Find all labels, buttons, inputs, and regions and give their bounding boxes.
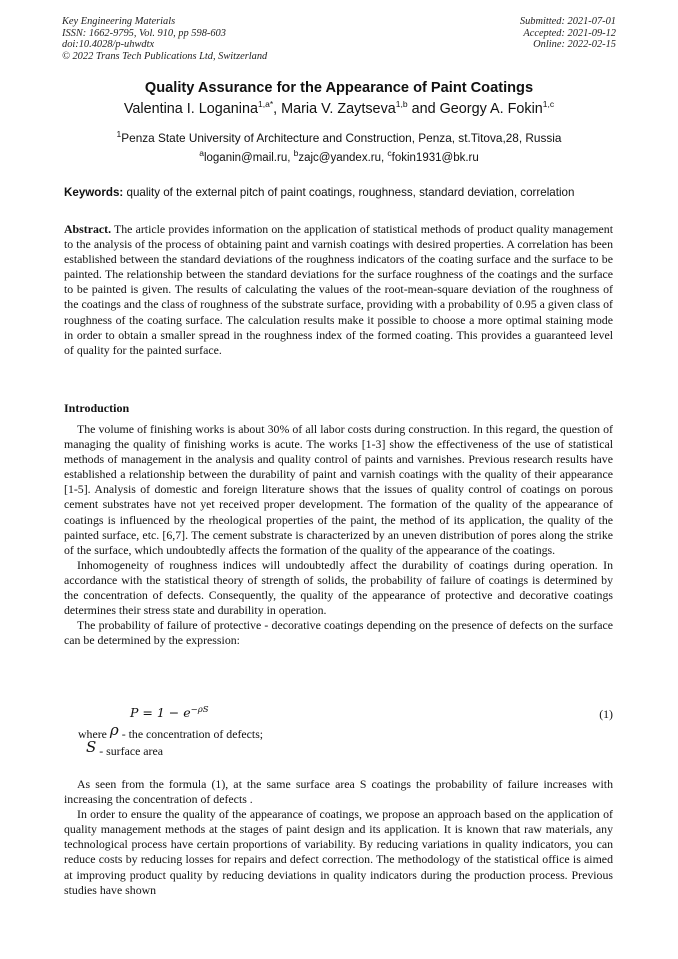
introduction-body bbox=[64, 422, 613, 648]
equation-where-s bbox=[86, 738, 164, 759]
journal-name: Key Engineering Materials bbox=[62, 16, 176, 27]
equation-1 bbox=[130, 705, 209, 720]
journal-info bbox=[62, 16, 267, 62]
paragraph: As seen from the formula (1), at the same surface area S coatings the probability of failure increases with increasing the concentration of defects . bbox=[64, 777, 613, 807]
paragraph: Inhomogeneity of roughness indices will undoubtedly affect the durability of coatings during operation. In accordance with the statistical theory of strength of solids, the probability of failure of coatings is determined by the concentration of defects. Consequently, the quality of the appearance of protective and decorative coatings determines their stress state and durability in operation. bbox=[64, 557, 613, 618]
journal-copyright: © 2022 Trans Tech Publications Ltd, Switzerland bbox=[62, 50, 268, 62]
equation-lhs: P = 1 − e bbox=[130, 705, 191, 720]
equation-where-rho bbox=[78, 721, 264, 742]
abstract-text: The article provides information on the application of statistical methods of product quality management to the analysis of the process of obtaining paint and varnish coatings with desired properties. A correlation has been established between the standard deviations of the roughness indicators of the coating surface and the surface to be painted. The relationship between the standard deviations for the surface roughness of the coatings and the surface to be painted is given. The results of calculating the values of the root-mean-square deviation of the roughness of the coatings and the class of roughness of the substrate surface, providing with a probability of 0.95 a given class of roughness of the coating surface. The calculation results make it possible to choose a more optimal staining mode in order to obtain a smaller spread in the roughness index of the formed coating. This provides a guaranteed level of quality for the painted surface. bbox=[64, 222, 613, 357]
keywords-label: Keywords: bbox=[64, 186, 124, 199]
author-list bbox=[30, 101, 648, 117]
submitted-date: Submitted: 2021-07-01 bbox=[519, 16, 616, 27]
paragraph: The probability of failure of protective - decorative coatings depending on the presence of defects on the surface can be determined by the expression: bbox=[64, 618, 613, 648]
rho-symbol: ρ bbox=[109, 721, 119, 739]
affiliation bbox=[30, 131, 648, 145]
author-separator: , bbox=[273, 101, 282, 117]
author-name: Maria V. Zaytseva bbox=[281, 101, 396, 117]
equation-exponent: −ρS bbox=[190, 704, 209, 715]
where-label: where bbox=[78, 727, 110, 741]
email-mark: a bbox=[199, 148, 204, 159]
paper-title: Quality Assurance for the Appearance of Paint Coatings bbox=[144, 80, 534, 96]
email-mark: b bbox=[293, 148, 299, 159]
continuation-body bbox=[64, 777, 613, 898]
journal-issn: ISSN: 1662-9795, Vol. 910, pp 598-603 bbox=[62, 27, 226, 39]
s-symbol: S bbox=[86, 738, 97, 756]
keywords-text: quality of the external pitch of paint coatings, roughness, standard deviation, correlation bbox=[123, 186, 575, 199]
email-link[interactable]: loganin@mail.ru, bbox=[203, 152, 294, 164]
publication-dates bbox=[520, 16, 616, 51]
s-description: - surface area bbox=[96, 744, 164, 758]
paragraph: In order to ensure the quality of the appearance of coatings, we propose an approach based on the application of quality management methods at the stages of paint design and its application. It is known that raw materials, any technological process have certain proportions of variability. By reducing variations in quality indicators, you can reduce costs by reducing losses for repairs and defect correction. The methodology of the statistical office is aimed at improving product quality by reducing deviations in quality indicators during the production process. Previous studies have shown bbox=[64, 807, 613, 897]
author-name: Valentina I. Loganina bbox=[123, 101, 258, 117]
email-mark: c bbox=[387, 148, 392, 159]
email-link[interactable]: fokin1931@bk.ru bbox=[391, 152, 479, 164]
author-affiliation-mark: 1,c bbox=[542, 99, 555, 110]
affiliation-mark: 1 bbox=[116, 129, 122, 140]
accepted-date: Accepted: 2021-09-12 bbox=[523, 27, 616, 39]
abstract-label: Abstract. bbox=[64, 222, 112, 236]
paragraph: The volume of finishing works is about 30% of all labor costs during construction. In this regard, the question of managing the quality of finishing works is acute. The works [1-3] show the effectiveness of the use of statistical methods of management in the analysis and quality control of paints and varnishes. Previous research results have established a relationship between the durability of paint and varnish coatings with the quality of their appearance [1-5]. Analysis of domestic and foreign literature shows that the issues of quality control of coatings on porous cement substrates have not yet received proper development. The formation of the quality of the appearance of coatings is influenced by the rheological properties of the paint, the method of its application, the quality of the painted surface, etc. [6,7]. The cement substrate is characterized by an uneven distribution of pores along the strike of the surface, which undoubtedly affects the formation of the quality of the appearance of the coatings. bbox=[64, 422, 613, 557]
author-affiliation-mark: 1,a* bbox=[258, 99, 274, 110]
author-separator: and bbox=[407, 101, 440, 117]
author-affiliation-mark: 1,b bbox=[395, 99, 408, 110]
rho-description: - the concentration of defects; bbox=[118, 727, 264, 741]
online-date: Online: 2022-02-15 bbox=[533, 39, 616, 50]
abstract bbox=[64, 222, 613, 358]
journal-doi: doi:10.4028/p-uhwdtx bbox=[62, 39, 155, 50]
email-link[interactable]: zajc@yandex.ru, bbox=[298, 152, 388, 164]
keywords bbox=[64, 186, 624, 199]
equation-number: (1) bbox=[599, 707, 613, 721]
author-name: Georgy A. Fokin bbox=[439, 101, 543, 117]
affiliation-text: Penza State University of Architecture and Construction, Penza, st.Titova,28, Russia bbox=[121, 131, 562, 145]
author-emails bbox=[30, 148, 648, 164]
section-heading-introduction: Introduction bbox=[64, 401, 130, 415]
